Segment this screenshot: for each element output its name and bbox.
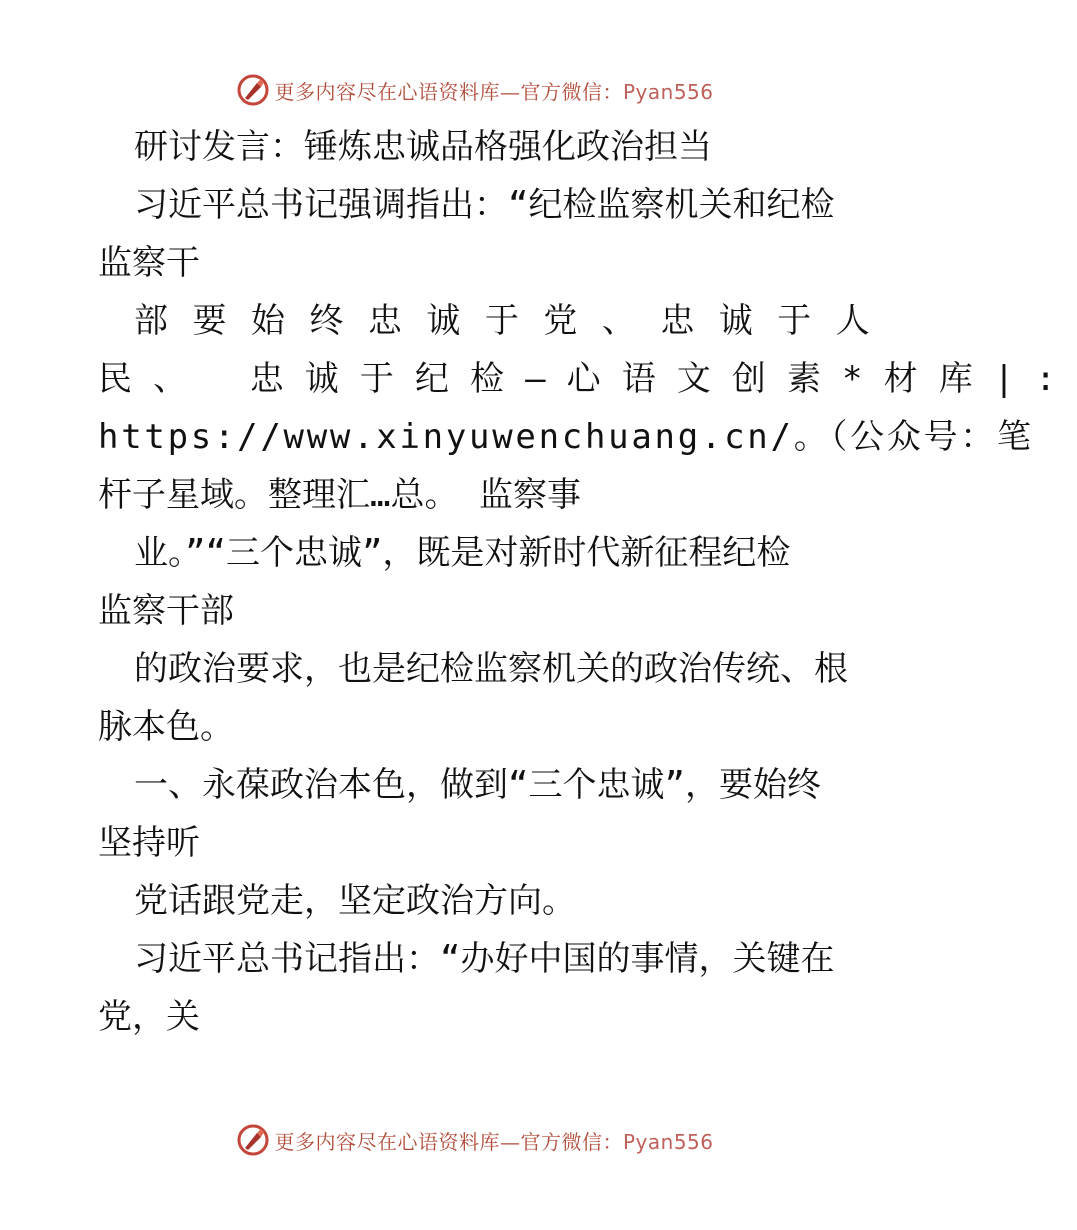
paragraph-line: 杆子星域。整理汇…总。 监察事 bbox=[98, 475, 581, 515]
document-body bbox=[98, 118, 1077, 1046]
pen-nib-logo-icon bbox=[236, 73, 270, 107]
paragraph-line: 部要始终忠诚于党、忠诚于人 bbox=[134, 301, 895, 341]
paragraph-line: 坚持听 bbox=[98, 823, 200, 863]
banner-wechat-id: Pyan556 bbox=[622, 79, 714, 104]
banner-text bbox=[274, 76, 713, 105]
footer-watermark-banner bbox=[0, 1120, 950, 1160]
url-line bbox=[98, 408, 1034, 466]
banner-prefix: 更多内容尽在心语资料库—官方微信： bbox=[274, 79, 623, 104]
paragraph-line: 党话跟党走，坚定政治方向。 bbox=[134, 881, 576, 921]
paragraph-line: 习近平总书记指出：“办好中国的事情，关键在 bbox=[134, 939, 835, 979]
paragraph-line: 业。”“三个忠诚”，既是对新时代新征程纪检 bbox=[134, 533, 791, 573]
banner-wechat-id: Pyan556 bbox=[622, 1129, 714, 1154]
pen-nib-logo-icon bbox=[236, 1123, 270, 1157]
header-watermark-banner bbox=[0, 70, 950, 110]
paragraph-line-text: https://www.xinyuwenchuang.cn/。（公众号：笔 bbox=[98, 417, 1034, 457]
document-title: 研讨发言：锤炼忠诚品格强化政治担当 bbox=[134, 127, 712, 167]
paragraph-line: 的政治要求，也是纪检监察机关的政治传统、根 bbox=[134, 649, 848, 689]
paragraph-line: 脉本色。 bbox=[98, 707, 234, 747]
paragraph-line: 习近平总书记强调指出：“纪检监察机关和纪检 bbox=[134, 185, 835, 225]
paragraph-line: 党，关 bbox=[98, 997, 200, 1037]
paragraph-line bbox=[98, 350, 1077, 408]
banner-prefix: 更多内容尽在心语资料库—官方微信： bbox=[274, 1129, 623, 1154]
paragraph-line: 一、永葆政治本色，做到“三个忠诚”，要始终 bbox=[134, 765, 821, 805]
banner-text bbox=[274, 1126, 713, 1155]
paragraph-line: 监察干 bbox=[98, 243, 200, 283]
paragraph-line-text: 民、 忠诚于纪检—心语文创素*材库|: bbox=[98, 359, 1077, 399]
paragraph-line: 监察干部 bbox=[98, 591, 234, 631]
